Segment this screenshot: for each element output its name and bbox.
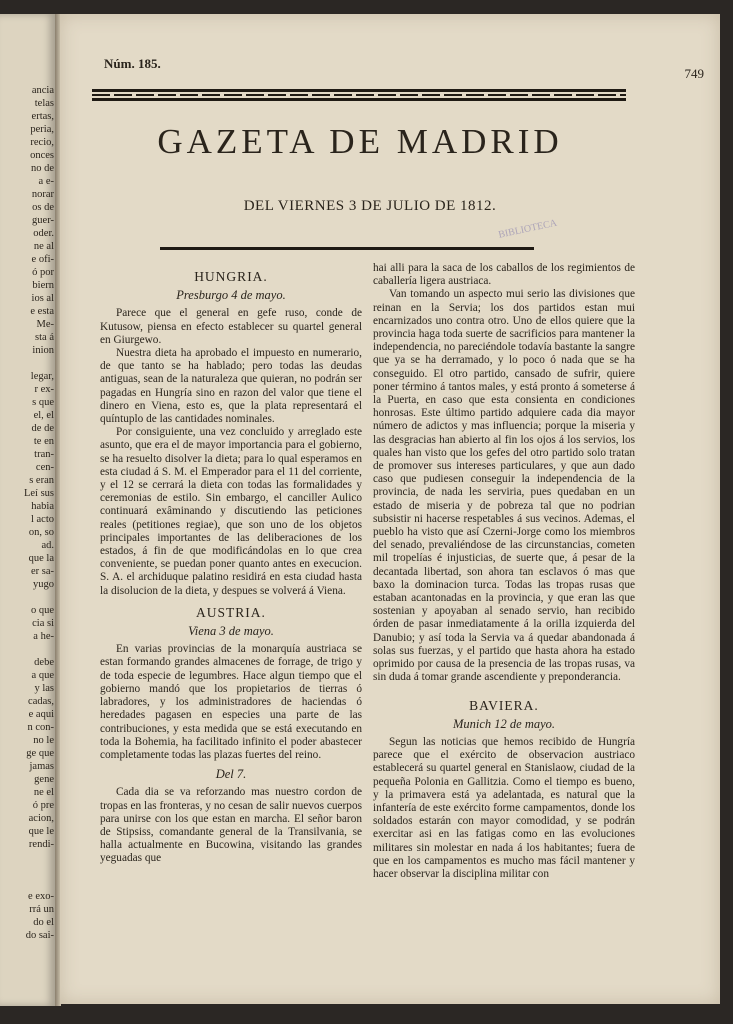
dateline-place: Del 7. bbox=[215, 767, 247, 782]
left-page-line: e esta bbox=[30, 306, 54, 317]
left-page-line: r ex- bbox=[34, 384, 54, 395]
dateline-place: Viena 3 de mayo. bbox=[188, 624, 274, 639]
left-page-line: jamas bbox=[29, 761, 54, 772]
left-page-line: ad. bbox=[41, 540, 54, 551]
left-page-line: te en bbox=[33, 436, 54, 447]
left-page-line: que le bbox=[28, 826, 54, 837]
left-page-line: Leí sus bbox=[23, 488, 54, 499]
dateline: DEL VIERNES 3 DE JULIO DE 1812. bbox=[243, 198, 497, 214]
left-page-line: de de bbox=[31, 423, 54, 434]
left-page-line: biern bbox=[32, 280, 54, 291]
article-paragraph: Cada dia se va reforzando mas nuestro cordon de tropas en las fronteras, y no cesan de salir nuevos cuerpos para unirse con los que estan en marcha. El señor baron de Stipsiss, comandante general de la Transilvania, se halla actualmente en Bucowina, visitando las grandes yeguadas que bbox=[100, 786, 362, 865]
left-page-line: ne al bbox=[33, 241, 54, 252]
left-page-line bbox=[0, 877, 54, 890]
article-paragraph: Por consiguiente, una vez concluido y arreglado este asunto, que era el de mayor importancia para el gobierno, se ha resuelto disolver la dieta; para lo qual esperamos en esta ciudad á S. M. el Emperador para el 11 del corriente, y el 12 se cerrará la dieta con todas las formalidades y ceremonias de estilo. Sin embargo, el canciller Aulico continuará exâminando y discutiendo las peticiones reales (petitiones regiae), que son uno de los objetos principales importantes de las deliberaciones de los estados, á fin de que modificándolas en lo que crea conveniente, se puedan poner quanto antes en execucion. S. A. el archiduque palatino residirá en esta ciudad hasta la disolucion de la dieta, y despues se volverá á Viena. bbox=[100, 426, 362, 597]
newspaper-title: GAZETA DE MADRID bbox=[157, 122, 563, 161]
section-heading: HUNGRIA. bbox=[194, 269, 268, 284]
left-page-line: os de bbox=[32, 202, 54, 213]
left-page-line: debe bbox=[34, 657, 54, 668]
left-page-line: ios al bbox=[31, 293, 54, 304]
section-heading: AUSTRIA. bbox=[196, 604, 266, 620]
left-page-line: y las bbox=[34, 683, 54, 694]
dateline-place: Presburgo 4 de mayo. bbox=[176, 288, 286, 303]
left-page-line: el, el bbox=[33, 410, 54, 421]
left-page-line: o que bbox=[30, 605, 54, 616]
left-page-line bbox=[0, 864, 54, 877]
left-page-line: rendi- bbox=[28, 839, 54, 850]
left-page-line: on, so bbox=[28, 527, 54, 538]
left-page-text-fragments bbox=[0, 84, 56, 942]
left-page-line: ertas, bbox=[31, 111, 54, 122]
dateline-rule bbox=[160, 247, 534, 250]
left-page-line: tran- bbox=[34, 449, 54, 460]
dateline-place: Munich 12 de mayo. bbox=[452, 716, 556, 731]
left-page-line: rrá un bbox=[29, 904, 54, 915]
left-page-line: cadas, bbox=[28, 696, 54, 707]
left-page-line: no de bbox=[30, 163, 54, 174]
right-column bbox=[373, 262, 635, 881]
left-page-line: l acto bbox=[30, 514, 54, 525]
left-page-line: a que bbox=[31, 670, 54, 681]
left-page-line: peria, bbox=[30, 124, 54, 135]
left-page-line: cen- bbox=[35, 462, 54, 473]
left-page-line: gene bbox=[34, 774, 54, 785]
left-page-line: yugo bbox=[33, 579, 54, 590]
continued-paragraph: hai alli para la saca de los caballos de los regimientos de caballería ligera austriaca. bbox=[373, 262, 635, 288]
article-paragraph: Segun las noticias que hemos recibido de Hungría parece que el exército de observacion austriaco establecerá su quartel general en Stanislaow, ciudad de la pequeña Polonia en Gallitzia. Como el tiempo es bueno, y la primavera está ya adelantada, es natural que la infantería de este exército forme campamentos, donde los soldados estarán con mayor comodidad, y se podrán exercitar asi en las fatigas como en las evoluciones militares sin molestar en nada á los habitantes; fuera de que en los campamentos es mucho mas fácil mantener y hacer observar la disciplina militar con bbox=[373, 735, 635, 880]
left-page-line: onces bbox=[30, 150, 54, 161]
left-page-line: e aqui bbox=[28, 709, 54, 720]
left-page-line: que la bbox=[28, 553, 54, 564]
issue-number: Núm. 185. bbox=[104, 56, 161, 71]
left-page-line: s que bbox=[32, 397, 54, 408]
left-page-line: acion, bbox=[28, 813, 54, 824]
left-page-line: ó pre bbox=[32, 800, 54, 811]
left-page-line: er sa- bbox=[30, 566, 54, 577]
left-page-line: guer- bbox=[32, 215, 54, 226]
article-paragraph: Van tomando un aspecto mui serio las divisiones que reinan en la Servia; los dos partidos estan mui encarnizados uno contra otro. Uno de ellos quiere que la provincia haga toda suerte de sacrificios para mantener la independencia, no pareciéndole todavía bastante la sangre que ya se ha derramado, y lo poco ó nada que se ha conseguido. El otro partido, cansado de sufrir, quiere poner término á tantos males, y está pronto á someterse á la Puerta, en caso que esta consienta en condiciones honrosas. Este último partido adquiere cada dia mayor número de adictos y mas influencia; porque la miseria y las desgracias han abierto al fin los ojos á los servios, los quales han visto que los gefes del otro partido solo tratan de promover sus intereses particulares, y que aun dado caso que pudiesen conseguir la independencia de la provincia, de nada les serviria, pues quedaban en un estado de miseria y de pobreza tal que no podrian subsistir ni hacerse respetables á sus vecinos. Ademas, el pueblo ha visto que así Czerni-Jorge como los miembros del senado, prevaliéndose de las circunstancias, cometen mil tropelías é injusticias, de suerte que, á pesar de la decantada libertad, son ahora tan esclavos ó mas que baxo la dominacion turca. Todas las tropas rusas que estaban acantonadas en la provincia, y que eran las que sostenian y apoyaban al senado servio, han recibido órden de pasar inmediatamente á la orilla izquierda del Danubio; y así toda la Servia va á quedar abandonada á solas sus fuerzas, y el partido que hasta ahora ha estado oprimido por causa de la presencia de las tropas rusas, va sin duda á tomar grande ascendiente y preponderancia. bbox=[373, 288, 635, 684]
left-page-line: oder. bbox=[33, 228, 54, 239]
page-number: 749 bbox=[684, 66, 704, 81]
left-page-line: recio, bbox=[30, 137, 54, 148]
left-page-line bbox=[0, 357, 54, 370]
left-page-line: ne el bbox=[33, 787, 54, 798]
left-page-line: ge que bbox=[26, 748, 54, 759]
left-page-line: norar bbox=[31, 189, 54, 200]
left-page-line: habia bbox=[31, 501, 54, 512]
section-heading: BAVIERA. bbox=[469, 697, 539, 713]
left-page-line: Me- bbox=[36, 319, 54, 330]
left-page-line: legar, bbox=[30, 371, 54, 382]
article-paragraph: En varias provincias de la monarquía austriaca se estan formando grandes almacenes de forrage, de trigo y de toda especie de legumbres. Hace algun tiempo que el gobierno mandó que los propietarios de tierras ó labradores, y los administradores de haciendas ó heredades pagasen en especies una parte de las contribuciones, y esta medida que se está executando en toda la Bohemia, ha facilitado infinito el poder abastecer completamente todas las plazas fuertes del reino. bbox=[100, 643, 362, 761]
article-paragraph: Nuestra dieta ha aprobado el impuesto en numerario, de que tanto se ha hablado; pero todas las deudas antiguas, sean de la naturaleza que quieran, no podrán ser pagadas en Hungría sino en razon del valor que tiene el dinero en Viena, esto es, que la plata representará el quíntuplo de las cantidades nominales. bbox=[100, 347, 362, 426]
left-page-line: sta á bbox=[35, 332, 54, 343]
masthead-rule bbox=[92, 89, 626, 101]
left-page-line: do el bbox=[33, 917, 54, 928]
left-page-line: do sai- bbox=[25, 930, 54, 941]
left-page-line: n con- bbox=[27, 722, 54, 733]
left-page-line: ó por bbox=[32, 267, 54, 278]
left-page-line: telas bbox=[34, 98, 54, 109]
left-page-line: e ofi- bbox=[31, 254, 54, 265]
left-page-line bbox=[0, 851, 54, 864]
gazette-page bbox=[60, 14, 720, 1004]
left-facing-page bbox=[0, 14, 57, 1006]
left-page-line: inion bbox=[32, 345, 54, 356]
left-page-line bbox=[0, 591, 54, 604]
left-page-line: no le bbox=[33, 735, 54, 746]
left-page-line: ancia bbox=[31, 85, 54, 96]
left-page-line: cia si bbox=[32, 618, 54, 629]
left-column bbox=[100, 262, 362, 866]
left-page-line bbox=[0, 643, 54, 656]
left-page-line: a e- bbox=[38, 176, 54, 187]
library-stamp: BIBLIOTECA bbox=[497, 217, 558, 241]
article-paragraph: Parece que el general en gefe ruso, conde de Kutusow, piensa en efecto establecer su quartel general en Giurgewo. bbox=[100, 307, 362, 346]
left-page-line: a he- bbox=[33, 631, 54, 642]
left-page-line: e exo- bbox=[28, 891, 54, 902]
left-page-line: s eran bbox=[29, 475, 54, 486]
